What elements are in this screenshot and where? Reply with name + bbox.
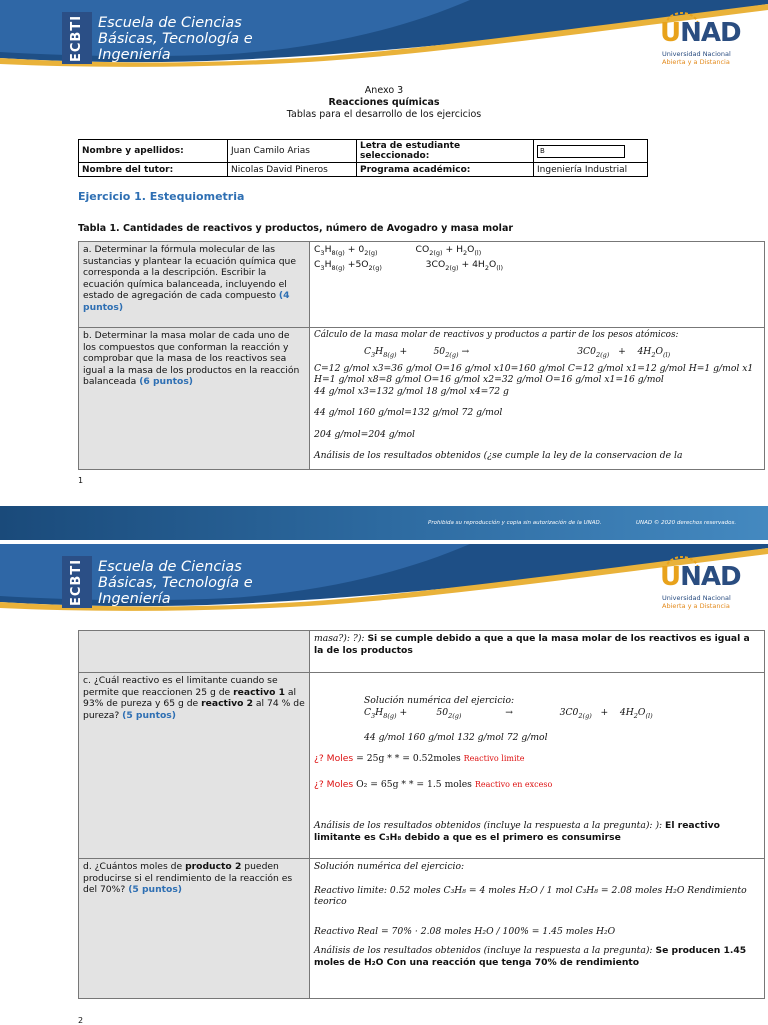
tutor-label: Nombre del tutor: bbox=[79, 163, 228, 177]
unad-sub-2: Abierta y a Distancia bbox=[662, 602, 730, 610]
unad-sub bbox=[662, 50, 731, 66]
row-b-line2: H=1 g/mol x8=8 g/mol O=16 g/mol x2=32 g/mol O=16 g/mol x1=16 g/mol bbox=[314, 374, 664, 386]
page-number-2: 2 bbox=[78, 1016, 84, 1025]
row-c-text-2: al 93% de pureza y 65 g de bbox=[83, 686, 297, 709]
row-d-label bbox=[79, 859, 310, 999]
row-c-heading: Solución numérica del ejercicio: bbox=[364, 695, 515, 706]
annex-label: Anexo 3 bbox=[364, 85, 404, 96]
school-name bbox=[98, 15, 253, 63]
school-line-2: Básicas, Tecnología e bbox=[98, 575, 253, 591]
unad-logo bbox=[660, 556, 740, 616]
moles1-tag: Reactivo limite bbox=[463, 754, 525, 764]
school-line-1: Escuela de Ciencias bbox=[98, 15, 242, 31]
row-a-answer bbox=[310, 242, 765, 328]
ecbti-logo: ECBTI bbox=[62, 556, 92, 608]
row-d-heading: Solución numérica del ejercicio: bbox=[314, 861, 465, 872]
unad-u: U bbox=[660, 18, 681, 48]
letter-label: Letra de estudiante seleccionado: bbox=[357, 140, 534, 163]
exercise-table-page1 bbox=[78, 241, 765, 470]
copyright-year: UNAD © 2020 derechos reservados. bbox=[636, 520, 737, 526]
table-row bbox=[79, 673, 765, 859]
row-c-label bbox=[79, 673, 310, 859]
row-b-line5: 204 g/mol=204 g/mol bbox=[314, 428, 415, 440]
doc-subtitle: Tablas para el desarrollo de los ejercicios bbox=[286, 109, 482, 120]
row-c-reactivo2: reactivo 2 bbox=[201, 698, 253, 709]
name-value: Juan Camilo Arias bbox=[228, 140, 357, 163]
page-footer-band bbox=[0, 506, 768, 540]
table-row bbox=[79, 328, 765, 470]
row-b-analysis-cont: masa?): ?): bbox=[314, 633, 365, 644]
moles2-tag: Reactivo en exceso bbox=[474, 779, 553, 789]
row-c-equation: $C_3H_{8(g)}$ + $50_{2(g)}$ → $3C0_{2(g)}$ + $4H_2O_{(l)}$ bbox=[364, 706, 653, 720]
table-title: Tabla 1. Cantidades de reactivos y productos, número de Avogadro y masa molar bbox=[78, 223, 514, 234]
school-line-2: Básicas, Tecnología e bbox=[98, 31, 253, 47]
school-line-3: Ingeniería bbox=[98, 47, 171, 63]
row-c-conclusion: El reactivo limitante es C₃H₈ debido a que es el primero es consumirse bbox=[314, 820, 720, 843]
row-b-line4: 44 g/mol 160 g/mol=132 g/mol 72 g/mol bbox=[314, 407, 503, 419]
row-d-points: (5 puntos) bbox=[128, 884, 183, 895]
moles2-question: ¿? Moles bbox=[314, 778, 354, 790]
row-c-text-1: c. ¿Cuál reactivo es el limitante cuando se permite que reaccionen 25 g de bbox=[83, 675, 278, 698]
doc-title: Reacciones químicas bbox=[328, 97, 440, 108]
unad-nad: NAD bbox=[680, 18, 741, 48]
ecbti-logo: ECBTI bbox=[62, 12, 92, 64]
table-row bbox=[79, 242, 765, 328]
school-name bbox=[98, 559, 253, 607]
row-d-text-2: pueden producirse si el rendimiento de la reacción es del 70%? bbox=[83, 861, 293, 895]
row-b-equation: $C_3H_{8(g)}$ + $50_{2(g)}$ → $3C0_{2(g)}$ + $4H_2O_{(l)}$ bbox=[364, 345, 671, 359]
student-info-table bbox=[78, 139, 648, 177]
moles2-equation: O₂ = 65g * * = 1.5 moles bbox=[356, 778, 472, 790]
row-b-text: b. Determinar la masa molar de cada uno de los compuestos que conforman la reacción y comprobar que la masa de los reactivos sea igual a la masa de los productos en la reacción balanceada bbox=[83, 330, 300, 387]
program-value: Ingeniería Industrial bbox=[534, 163, 648, 177]
unad-u: U bbox=[660, 562, 681, 592]
row-b-line1: C=12 g/mol x3=36 g/mol O=16 g/mol x10=160 g/mol C=12 g/mol x1=12 g/mol H=1 g/mol x1 bbox=[314, 362, 754, 374]
row-c-answer bbox=[310, 673, 765, 859]
row-d-analysis: Análisis de los resultados obtenidos (incluye la respuesta a la pregunta): bbox=[314, 945, 653, 956]
row-d-text-1: d. ¿Cuántos moles de bbox=[83, 861, 183, 872]
moles1-equation: = 25g * * = 0.52moles bbox=[356, 753, 461, 765]
school-line-1: Escuela de Ciencias bbox=[98, 559, 242, 575]
row-c-masses: 44 g/mol 160 g/mol 132 g/mol 72 g/mol bbox=[364, 731, 548, 743]
unad-sub-1: Universidad Nacional bbox=[662, 50, 731, 58]
letter-value[interactable]: B bbox=[537, 145, 625, 158]
row-b-line3: 44 g/mol x3=132 g/mol 18 g/mol x4=72 g bbox=[314, 385, 509, 397]
program-label: Programa académico: bbox=[357, 163, 534, 177]
page2-header bbox=[0, 544, 768, 620]
row-d-answer bbox=[310, 859, 765, 999]
table-row bbox=[79, 631, 765, 673]
row-c-moles2 bbox=[314, 779, 760, 791]
row-c-reactivo1: reactivo 1 bbox=[233, 686, 285, 698]
row-d-conclusion: Se producen 1.45 moles de H₂O Con una reacción que tenga 70% de rendimiento bbox=[314, 945, 747, 968]
page-number-1: 1 bbox=[78, 476, 84, 485]
equation-unbalanced: $C_3H_{8(g)} + 0_{2(g)}$ $CO_{2(g)} + H_2O_{(l)}$ bbox=[314, 244, 482, 257]
row-d-product: producto 2 bbox=[185, 861, 242, 872]
row-c-analysis: Análisis de los resultados obtenidos (incluye la respuesta a la pregunta): ): bbox=[314, 820, 663, 832]
row-a-label bbox=[79, 242, 310, 328]
unad-sub-2: Abierta y a Distancia bbox=[662, 58, 730, 66]
row-b-analysis: Análisis de los resultados obtenidos (¿se cumple la ley de la conservacion de la bbox=[314, 450, 683, 462]
moles1-question: ¿? Moles bbox=[314, 753, 354, 765]
row-c-text-3: al 74 % de pureza? bbox=[83, 698, 305, 721]
unad-logo bbox=[660, 12, 740, 72]
row-b-answer bbox=[310, 328, 765, 470]
row-b-conclusion: Si se cumple debido a que a que la masa molar de los reactivos es igual a la de los productos bbox=[314, 633, 750, 656]
tutor-value: Nicolas David Pineros bbox=[228, 163, 357, 177]
row-a-points: (4 puntos) bbox=[83, 290, 290, 313]
row-c-points: (5 puntos) bbox=[122, 709, 176, 721]
equation-balanced: $C_3H_{8(g)} +5O_{2(g)}$ $3CO_{2(g)} + 4H_2O_{(l)}$ bbox=[314, 259, 504, 273]
name-label: Nombre y apellidos: bbox=[79, 140, 228, 163]
section-title: Ejercicio 1. Estequiometria bbox=[78, 190, 245, 203]
copyright-notice: Prohibida su reproducción y copia sin autorización de la UNAD. bbox=[428, 520, 602, 526]
row-b-label bbox=[79, 328, 310, 470]
unad-sub-1: Universidad Nacional bbox=[662, 594, 731, 602]
row-d-equation1: Reactivo limite: 0.52 moles C₃H₈ = 4 moles H₂O / 1 mol C₃H₈ = 2.08 moles H₂O Rendimiento teorico bbox=[314, 884, 747, 907]
unad-wordmark bbox=[660, 562, 741, 592]
row-b-label-cont bbox=[79, 631, 310, 673]
letter-cell bbox=[534, 140, 648, 163]
school-line-3: Ingeniería bbox=[98, 591, 171, 607]
row-d-equation2: Reactivo Real = 70% · 2.08 moles H₂O / 100% = 1.45 moles H₂O bbox=[314, 925, 616, 937]
row-b-answer-cont bbox=[310, 631, 765, 673]
row-b-heading: Cálculo de la masa molar de reactivos y productos a partir de los pesos atómicos: bbox=[314, 330, 679, 340]
row-a-text: a. Determinar la fórmula molecular de las sustancias y plantear la ecuación química que corresponda a la descripción. Escribir la ecuación química balanceada, incluyendo el estado de agregación de cada compuesto bbox=[83, 244, 297, 301]
row-c-analysis-block bbox=[314, 820, 760, 843]
unad-wordmark bbox=[660, 18, 741, 48]
row-c-moles1 bbox=[314, 753, 760, 765]
row-d-analysis-block bbox=[314, 945, 760, 968]
page1-header bbox=[0, 0, 768, 76]
exercise-table-page2 bbox=[78, 630, 765, 999]
unad-sub bbox=[662, 594, 731, 610]
table-row bbox=[79, 859, 765, 999]
unad-nad: NAD bbox=[680, 562, 741, 592]
row-b-points: (6 puntos) bbox=[139, 376, 194, 387]
